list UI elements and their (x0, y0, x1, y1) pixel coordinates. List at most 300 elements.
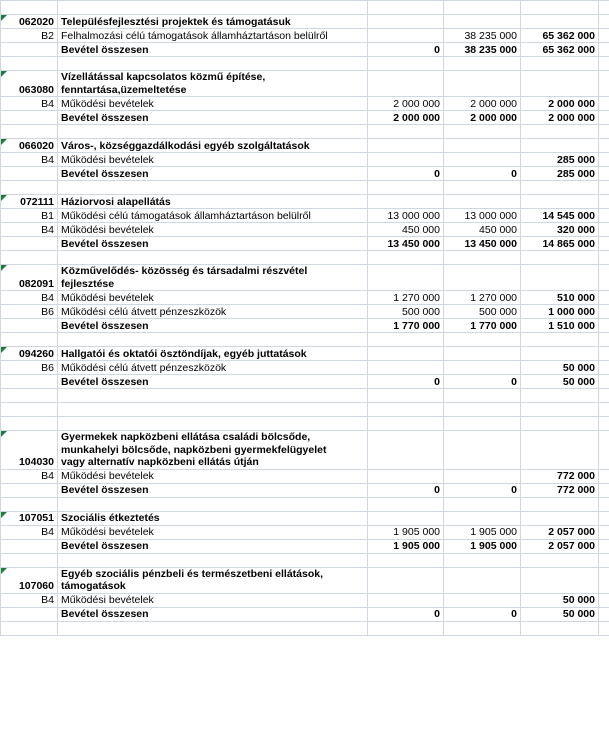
section-title-line: Háziorvosi alapellátás (61, 195, 171, 208)
spacer-row (1, 181, 609, 195)
row-description-cell[interactable]: Felhalmozási célú támogatások államháztartáson belülről (58, 29, 368, 43)
section-header-value-n1[interactable] (368, 15, 444, 29)
total-value-actual[interactable]: 14 865 000 (521, 237, 599, 251)
empty-cell[interactable] (1, 497, 58, 511)
total-code-cell[interactable] (1, 319, 58, 333)
row-tail-cell (599, 15, 609, 29)
total-value-original[interactable]: 1 905 000 (368, 539, 444, 553)
empty-cell[interactable] (1, 333, 58, 347)
row-tail-cell (599, 237, 609, 251)
row-description-cell[interactable]: Működési bevételek (58, 291, 368, 305)
empty-cell[interactable] (58, 553, 368, 567)
row-code-cell[interactable]: B4 (1, 525, 58, 539)
total-value-original[interactable]: 13 450 000 (368, 237, 444, 251)
row-tail-cell (599, 153, 609, 167)
total-code-cell[interactable] (1, 237, 58, 251)
row-value-actual[interactable]: 772 000 (521, 469, 599, 483)
section-header-value-n1[interactable] (368, 265, 444, 291)
section-code-cell[interactable]: 066020 (1, 139, 58, 153)
section-header-value-n2[interactable] (444, 567, 521, 593)
row-value-modified[interactable] (444, 593, 521, 607)
row-value-original[interactable]: 13 000 000 (368, 209, 444, 223)
row-description-cell[interactable]: Működési bevételek (58, 153, 368, 167)
row-value-actual[interactable]: 1 000 000 (521, 305, 599, 319)
section-title-cell[interactable] (58, 431, 368, 470)
total-label-cell[interactable]: Bevétel összesen (58, 539, 368, 553)
row-tail-cell (599, 139, 609, 153)
empty-cell[interactable] (444, 125, 521, 139)
section-total-row (1, 539, 609, 553)
row-tail-cell (599, 593, 609, 607)
total-label-cell[interactable]: Bevétel összesen (58, 607, 368, 621)
total-value-actual[interactable]: 50 000 (521, 607, 599, 621)
section-header-value-n1[interactable] (368, 195, 444, 209)
empty-cell[interactable] (444, 497, 521, 511)
section-title-cell[interactable] (58, 195, 368, 209)
table-row (1, 593, 609, 607)
section-header-value-n1[interactable] (368, 431, 444, 470)
section-code-cell[interactable]: 062020 (1, 15, 58, 29)
empty-cell[interactable] (444, 1, 521, 15)
empty-cell[interactable] (1, 621, 58, 635)
section-header-value-n1[interactable] (368, 139, 444, 153)
table-row (1, 305, 609, 319)
empty-cell[interactable] (58, 403, 368, 417)
empty-cell[interactable] (1, 57, 58, 71)
section-code-cell[interactable]: 063080 (1, 71, 58, 97)
empty-cell[interactable] (521, 403, 599, 417)
row-description-cell[interactable]: Működési bevételek (58, 223, 368, 237)
total-label-cell[interactable]: Bevétel összesen (58, 319, 368, 333)
section-title-line: Város-, községgazdálkodási egyéb szolgáltatások (61, 139, 310, 152)
empty-cell[interactable] (444, 621, 521, 635)
empty-cell[interactable] (368, 333, 444, 347)
section-header-value-n2[interactable] (444, 347, 521, 361)
section-header-value-n3[interactable] (521, 567, 599, 593)
empty-cell[interactable] (521, 389, 599, 403)
row-value-modified[interactable] (444, 361, 521, 375)
empty-cell[interactable] (521, 333, 599, 347)
section-header-value-n3[interactable] (521, 265, 599, 291)
empty-cell[interactable] (521, 57, 599, 71)
total-value-original[interactable]: 0 (368, 375, 444, 389)
row-tail-cell (599, 347, 609, 361)
spacer-row (1, 389, 609, 403)
section-header-row (1, 71, 609, 97)
empty-cell[interactable] (1, 389, 58, 403)
empty-cell[interactable] (58, 125, 368, 139)
spacer-row (1, 333, 609, 347)
table-row (1, 29, 609, 43)
section-total-row (1, 43, 609, 57)
empty-cell[interactable] (1, 417, 58, 431)
spacer-row (1, 125, 609, 139)
empty-cell[interactable] (444, 181, 521, 195)
empty-cell[interactable] (58, 57, 368, 71)
row-tail-cell (599, 389, 609, 403)
total-code-cell[interactable] (1, 111, 58, 125)
empty-cell[interactable] (58, 621, 368, 635)
empty-cell[interactable] (58, 1, 368, 15)
row-value-actual[interactable]: 510 000 (521, 291, 599, 305)
empty-cell[interactable] (1, 181, 58, 195)
row-value-actual[interactable]: 50 000 (521, 593, 599, 607)
section-title-line: Vízellátással kapcsolatos közmű építése, (61, 71, 266, 83)
row-tail-cell (599, 209, 609, 223)
section-header-row (1, 567, 609, 593)
section-header-row (1, 347, 609, 361)
row-code-cell[interactable]: B4 (1, 153, 58, 167)
section-header-value-n2[interactable] (444, 15, 521, 29)
section-title-cell[interactable] (58, 15, 368, 29)
section-header-row (1, 139, 609, 153)
section-title-line: Településfejlesztési projektek és támogatásuk (61, 15, 291, 28)
table-row (1, 153, 609, 167)
spacer-row (1, 57, 609, 71)
empty-cell[interactable] (521, 125, 599, 139)
empty-cell[interactable] (521, 251, 599, 265)
empty-cell[interactable] (58, 497, 368, 511)
empty-cell[interactable] (444, 57, 521, 71)
row-tail-cell (599, 1, 609, 15)
table-row (1, 525, 609, 539)
section-header-value-n2[interactable] (444, 431, 521, 470)
row-tail-cell (599, 361, 609, 375)
row-tail-cell (599, 403, 609, 417)
total-value-modified[interactable]: 0 (444, 375, 521, 389)
empty-cell[interactable] (1, 1, 58, 15)
empty-cell[interactable] (444, 553, 521, 567)
section-header-value-n1[interactable] (368, 511, 444, 525)
row-tail-cell (599, 333, 609, 347)
section-code-cell[interactable]: 104030 (1, 431, 58, 470)
row-value-original[interactable] (368, 361, 444, 375)
row-code-cell[interactable]: B6 (1, 361, 58, 375)
row-tail-cell (599, 497, 609, 511)
row-value-modified[interactable]: 13 000 000 (444, 209, 521, 223)
section-header-row (1, 195, 609, 209)
section-header-value-n3[interactable] (521, 15, 599, 29)
total-label-cell[interactable]: Bevétel összesen (58, 43, 368, 57)
row-value-original[interactable]: 1 905 000 (368, 525, 444, 539)
empty-cell[interactable] (521, 497, 599, 511)
section-total-row (1, 111, 609, 125)
empty-cell[interactable] (368, 497, 444, 511)
row-tail-cell (599, 621, 609, 635)
row-tail-cell (599, 111, 609, 125)
row-tail-cell (599, 291, 609, 305)
section-code-cell[interactable]: 107060 (1, 567, 58, 593)
section-header-value-n3[interactable] (521, 511, 599, 525)
empty-cell[interactable] (444, 333, 521, 347)
empty-cell[interactable] (444, 251, 521, 265)
section-title-cell[interactable] (58, 265, 368, 291)
total-value-actual[interactable]: 285 000 (521, 167, 599, 181)
row-tail-cell (599, 251, 609, 265)
row-tail-cell (599, 97, 609, 111)
row-value-actual[interactable]: 2 000 000 (521, 97, 599, 111)
section-title-line: fejlesztése (61, 277, 115, 290)
empty-cell[interactable] (58, 389, 368, 403)
section-total-row (1, 319, 609, 333)
row-tail-cell (599, 375, 609, 389)
section-code-cell[interactable]: 082091 (1, 265, 58, 291)
total-value-actual[interactable]: 50 000 (521, 375, 599, 389)
total-value-actual[interactable]: 65 362 000 (521, 43, 599, 57)
row-value-modified[interactable]: 38 235 000 (444, 29, 521, 43)
row-value-original[interactable] (368, 469, 444, 483)
row-tail-cell (599, 181, 609, 195)
row-tail-cell (599, 265, 609, 291)
total-label-cell[interactable]: Bevétel összesen (58, 483, 368, 497)
total-value-original[interactable]: 1 770 000 (368, 319, 444, 333)
empty-cell[interactable] (368, 553, 444, 567)
section-header-value-n3[interactable] (521, 195, 599, 209)
total-value-modified[interactable]: 2 000 000 (444, 111, 521, 125)
section-title-line: munkahelyi bölcsőde, napközbeni gyermekfelügyelet (61, 443, 327, 456)
empty-cell[interactable] (1, 251, 58, 265)
row-value-modified[interactable]: 2 000 000 (444, 97, 521, 111)
row-tail-cell (599, 71, 609, 97)
row-code-cell[interactable]: B4 (1, 469, 58, 483)
table-row (1, 97, 609, 111)
section-code-cell[interactable]: 072111 (1, 195, 58, 209)
row-value-modified[interactable] (444, 153, 521, 167)
section-title-line: Szociális étkeztetés (61, 512, 160, 524)
total-value-modified[interactable]: 0 (444, 167, 521, 181)
total-value-modified[interactable]: 38 235 000 (444, 43, 521, 57)
section-title-cell[interactable] (58, 347, 368, 361)
total-value-modified[interactable]: 13 450 000 (444, 237, 521, 251)
row-description-cell[interactable]: Működési bevételek (58, 97, 368, 111)
empty-cell[interactable] (521, 417, 599, 431)
section-title-line: Közművelődés- közösség és társadalmi részvétel (61, 265, 308, 277)
row-value-actual[interactable]: 50 000 (521, 361, 599, 375)
empty-cell[interactable] (368, 181, 444, 195)
empty-cell[interactable] (521, 181, 599, 195)
total-code-cell[interactable] (1, 375, 58, 389)
row-value-original[interactable] (368, 593, 444, 607)
row-tail-cell (599, 223, 609, 237)
total-value-modified[interactable]: 1 770 000 (444, 319, 521, 333)
spacer-row (1, 497, 609, 511)
total-code-cell[interactable] (1, 167, 58, 181)
row-value-actual[interactable]: 320 000 (521, 223, 599, 237)
section-total-row (1, 375, 609, 389)
table-row (1, 223, 609, 237)
total-value-actual[interactable]: 772 000 (521, 483, 599, 497)
table-row (1, 469, 609, 483)
row-tail-cell (599, 553, 609, 567)
row-value-modified[interactable]: 1 905 000 (444, 525, 521, 539)
section-title-line: fenntartása,üzemeltetése (61, 83, 187, 96)
row-value-modified[interactable] (444, 469, 521, 483)
section-title-cell[interactable] (58, 139, 368, 153)
spacer-row (1, 1, 609, 15)
row-tail-cell (599, 469, 609, 483)
row-description-cell[interactable]: Működési bevételek (58, 469, 368, 483)
row-code-cell[interactable]: B4 (1, 593, 58, 607)
table-row (1, 291, 609, 305)
row-tail-cell (599, 305, 609, 319)
row-code-cell[interactable]: B1 (1, 209, 58, 223)
empty-cell[interactable] (58, 417, 368, 431)
total-code-cell[interactable] (1, 483, 58, 497)
total-value-modified[interactable]: 0 (444, 483, 521, 497)
row-tail-cell (599, 195, 609, 209)
empty-cell[interactable] (368, 403, 444, 417)
spacer-row (1, 621, 609, 635)
empty-cell[interactable] (521, 1, 599, 15)
section-header-value-n2[interactable] (444, 71, 521, 97)
empty-cell[interactable] (368, 251, 444, 265)
row-description-cell[interactable]: Működési célú támogatások államháztartáson belülről (58, 209, 368, 223)
empty-cell[interactable] (368, 125, 444, 139)
spacer-row (1, 553, 609, 567)
section-code-cell[interactable]: 107051 (1, 511, 58, 525)
row-tail-cell (599, 417, 609, 431)
empty-cell[interactable] (368, 417, 444, 431)
total-label-cell[interactable]: Bevétel összesen (58, 167, 368, 181)
row-tail-cell (599, 43, 609, 57)
total-value-original[interactable]: 0 (368, 607, 444, 621)
section-title-cell[interactable] (58, 71, 368, 97)
section-title-cell[interactable] (58, 511, 368, 525)
section-title-line: Egyéb szociális pénzbeli és természetbeni ellátások, (61, 567, 324, 580)
empty-cell[interactable] (368, 389, 444, 403)
empty-cell[interactable] (444, 403, 521, 417)
row-tail-cell (599, 57, 609, 71)
section-title-line: támogatások (61, 580, 126, 592)
section-total-row (1, 483, 609, 497)
section-total-row (1, 167, 609, 181)
row-tail-cell (599, 539, 609, 553)
row-value-actual[interactable]: 2 057 000 (521, 525, 599, 539)
row-value-original[interactable] (368, 153, 444, 167)
empty-cell[interactable] (58, 181, 368, 195)
total-code-cell[interactable] (1, 607, 58, 621)
row-tail-cell (599, 431, 609, 470)
row-description-cell[interactable]: Működési bevételek (58, 525, 368, 539)
row-description-cell[interactable]: Működési bevételek (58, 593, 368, 607)
section-header-value-n2[interactable] (444, 265, 521, 291)
table-body (1, 1, 609, 636)
spacer-row (1, 417, 609, 431)
row-value-modified[interactable]: 450 000 (444, 223, 521, 237)
section-header-value-n3[interactable] (521, 347, 599, 361)
empty-cell[interactable] (58, 251, 368, 265)
row-tail-cell (599, 567, 609, 593)
row-value-modified[interactable]: 500 000 (444, 305, 521, 319)
section-header-value-n1[interactable] (368, 71, 444, 97)
section-header-value-n3[interactable] (521, 431, 599, 470)
total-value-actual[interactable]: 1 510 000 (521, 319, 599, 333)
section-header-row (1, 511, 609, 525)
section-title-line: Gyermekek napközbeni ellátása családi bölcsőde, (61, 431, 311, 443)
row-value-original[interactable]: 1 270 000 (368, 291, 444, 305)
table-row (1, 209, 609, 223)
row-tail-cell (599, 125, 609, 139)
row-tail-cell (599, 167, 609, 181)
row-code-cell[interactable]: B6 (1, 305, 58, 319)
empty-cell[interactable] (368, 57, 444, 71)
section-header-value-n2[interactable] (444, 511, 521, 525)
spacer-row (1, 403, 609, 417)
empty-cell[interactable] (58, 333, 368, 347)
row-value-actual[interactable]: 14 545 000 (521, 209, 599, 223)
row-description-cell[interactable]: Működési célú átvett pénzeszközök (58, 361, 368, 375)
row-tail-cell (599, 29, 609, 43)
row-tail-cell (599, 483, 609, 497)
row-value-original[interactable]: 450 000 (368, 223, 444, 237)
total-value-original[interactable]: 0 (368, 483, 444, 497)
empty-cell[interactable] (444, 389, 521, 403)
empty-cell[interactable] (1, 553, 58, 567)
section-header-row (1, 265, 609, 291)
section-code-cell[interactable]: 094260 (1, 347, 58, 361)
total-code-cell[interactable] (1, 539, 58, 553)
total-value-original[interactable]: 0 (368, 167, 444, 181)
row-code-cell[interactable]: B2 (1, 29, 58, 43)
empty-cell[interactable] (521, 553, 599, 567)
section-total-row (1, 237, 609, 251)
total-label-cell[interactable]: Bevétel összesen (58, 237, 368, 251)
empty-cell[interactable] (368, 1, 444, 15)
total-value-actual[interactable]: 2 057 000 (521, 539, 599, 553)
row-value-original[interactable]: 2 000 000 (368, 97, 444, 111)
total-value-modified[interactable]: 0 (444, 607, 521, 621)
section-header-value-n3[interactable] (521, 71, 599, 97)
empty-cell[interactable] (1, 125, 58, 139)
row-tail-cell (599, 525, 609, 539)
section-title-cell[interactable] (58, 567, 368, 593)
empty-cell[interactable] (444, 417, 521, 431)
spacer-row (1, 251, 609, 265)
row-tail-cell (599, 607, 609, 621)
empty-cell[interactable] (368, 621, 444, 635)
row-code-cell[interactable]: B4 (1, 97, 58, 111)
empty-cell[interactable] (1, 403, 58, 417)
row-tail-cell (599, 511, 609, 525)
total-value-modified[interactable]: 1 905 000 (444, 539, 521, 553)
section-header-row (1, 15, 609, 29)
total-code-cell[interactable] (1, 43, 58, 57)
table-row (1, 361, 609, 375)
section-header-value-n1[interactable] (368, 567, 444, 593)
total-label-cell[interactable]: Bevétel összesen (58, 111, 368, 125)
section-header-value-n2[interactable] (444, 195, 521, 209)
section-header-value-n2[interactable] (444, 139, 521, 153)
row-value-original[interactable] (368, 29, 444, 43)
row-code-cell[interactable]: B4 (1, 223, 58, 237)
total-value-original[interactable]: 2 000 000 (368, 111, 444, 125)
section-header-value-n3[interactable] (521, 139, 599, 153)
row-code-cell[interactable]: B4 (1, 291, 58, 305)
row-value-actual[interactable]: 285 000 (521, 153, 599, 167)
total-label-cell[interactable]: Bevétel összesen (58, 375, 368, 389)
empty-cell[interactable] (521, 621, 599, 635)
row-value-modified[interactable]: 1 270 000 (444, 291, 521, 305)
row-value-original[interactable]: 500 000 (368, 305, 444, 319)
section-title-line: Hallgatói és oktatói ösztöndíjak, egyéb juttatások (61, 347, 307, 360)
row-description-cell[interactable]: Működési célú átvett pénzeszközök (58, 305, 368, 319)
row-value-actual[interactable]: 65 362 000 (521, 29, 599, 43)
section-header-value-n1[interactable] (368, 347, 444, 361)
section-header-row (1, 431, 609, 470)
total-value-original[interactable]: 0 (368, 43, 444, 57)
total-value-actual[interactable]: 2 000 000 (521, 111, 599, 125)
row-tail-cell (599, 319, 609, 333)
